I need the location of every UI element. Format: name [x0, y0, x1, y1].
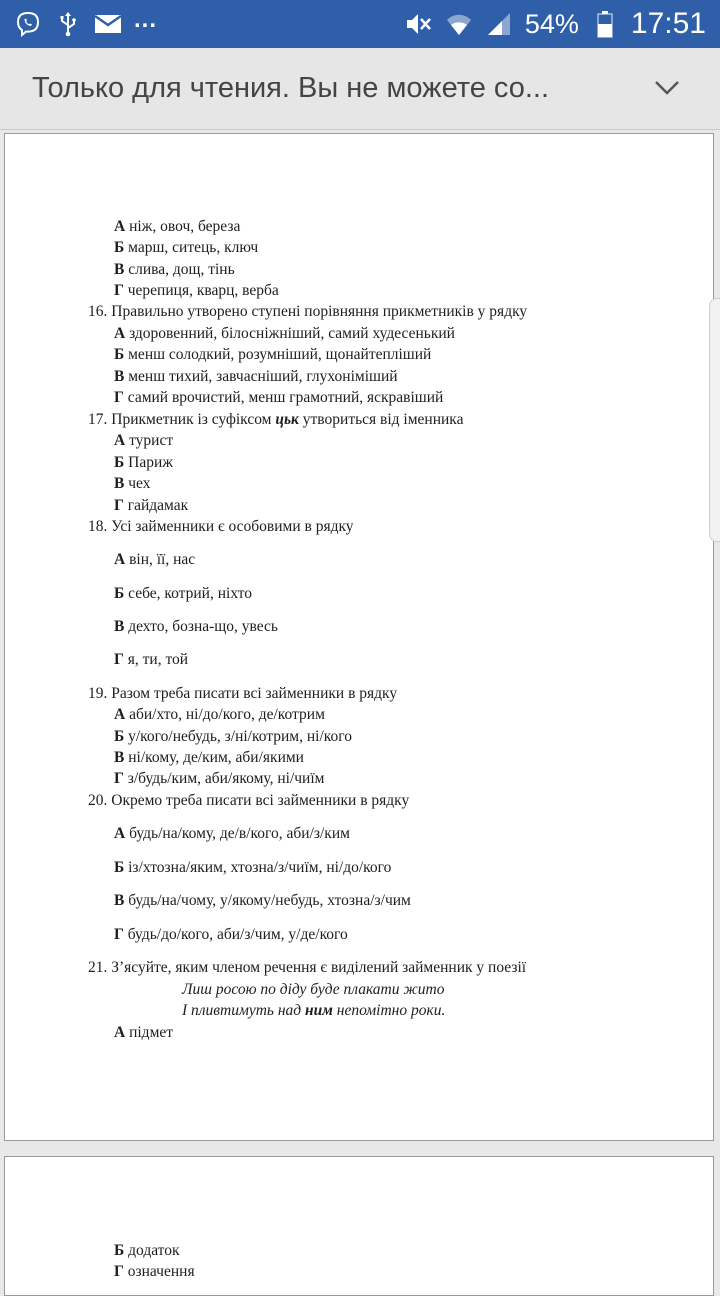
mute-icon [405, 10, 433, 38]
option-line: А будь/на/кому, де/в/кого, аби/з/ким [114, 825, 350, 842]
read-only-title: Только для чтения. Вы не можете со... [32, 72, 550, 104]
option-line: Б марш, ситець, ключ [114, 239, 259, 256]
option-line: Г означення [114, 1263, 195, 1280]
battery-percent: 54% [524, 8, 579, 39]
question-17: 17. Прикметник із суфіксом цьк утвориться від іменника [88, 411, 464, 428]
poem-line: Лиш росою по діду буде плакати жито [182, 981, 445, 998]
status-bar [0, 0, 720, 48]
option-line: В дехто, бозна-що, увесь [114, 618, 278, 635]
option-line: А здоровенний, білосніжніший, самий худесенький [114, 325, 455, 342]
option-line: Г самий врочистий, менш грамотний, яскравіший [114, 389, 444, 406]
question-16: 16. Правильно утворено ступені порівняння прикметників у рядку [88, 303, 528, 320]
document-page [4, 1156, 714, 1296]
option-line: Б менш солодкий, розумніший, щонайтепліший [114, 346, 432, 363]
option-line: Б у/кого/небудь, з/ні/котрим, ні/кого [114, 728, 352, 745]
option-line: Г черепиця, кварц, верба [114, 282, 279, 299]
question-19: 19. Разом треба писати всі займенники в рядку [88, 685, 398, 702]
option-line: Г я, ти, той [114, 651, 189, 668]
option-line: В менш тихий, завчасніший, глухоніміший [114, 368, 398, 385]
question-21: 21. З’ясуйте, яким членом речення є виділений займенник у поезії [88, 959, 527, 976]
option-line: В ні/кому, де/ким, аби/якими [114, 749, 304, 766]
signal-icon [485, 10, 513, 38]
battery-icon [591, 10, 619, 38]
option-line: Г будь/до/кого, аби/з/чим, у/де/кого [114, 926, 348, 943]
option-line: Г з/будь/ким, аби/якому, ні/чиїм [114, 770, 325, 787]
poem-line: І пливтимуть над ним непомітно роки. [182, 1002, 446, 1019]
option-line: А підмет [114, 1024, 174, 1041]
option-line: А аби/хто, ні/до/кого, де/котрим [114, 706, 325, 723]
question-18: 18. Усі займенники є особовими в рядку [88, 518, 354, 535]
clock: 17:51 [630, 7, 706, 40]
scroll-handle[interactable] [709, 298, 720, 542]
option-line: Б себе, котрий, ніхто [114, 585, 253, 602]
option-line: В чех [114, 475, 151, 492]
read-only-banner[interactable] [0, 48, 720, 130]
option-line: Г гайдамак [114, 497, 189, 514]
viber-icon [14, 10, 42, 38]
option-line: Б Париж [114, 454, 173, 471]
question-20: 20. Окремо треба писати всі займенники в рядку [88, 792, 410, 809]
usb-icon [54, 10, 82, 38]
chevron-down-icon[interactable] [652, 76, 682, 100]
option-line: Б додаток [114, 1242, 180, 1259]
option-line: А турист [114, 432, 174, 449]
mail-icon [94, 10, 122, 38]
option-line: Б із/хтозна/яким, хтозна/з/чиїм, ні/до/кого [114, 859, 392, 876]
option-line: А він, її, нас [114, 551, 196, 568]
wifi-icon [445, 10, 473, 38]
option-line: А ніж, овоч, береза [114, 218, 241, 235]
option-line: В слива, дощ, тінь [114, 261, 235, 278]
more-notifications: ... [134, 6, 158, 33]
option-line: В будь/на/чому, у/якому/небудь, хтозна/з/чим [114, 892, 411, 909]
